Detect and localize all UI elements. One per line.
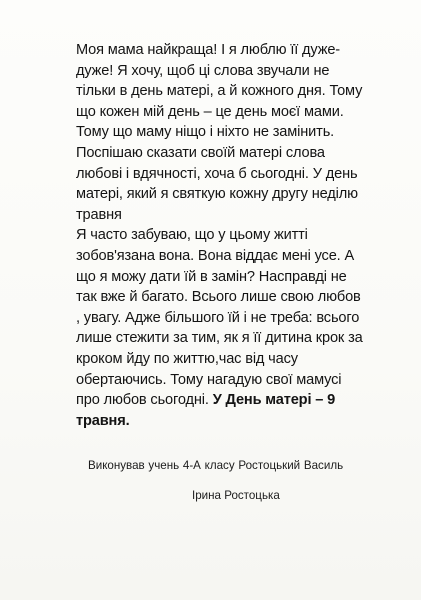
text-line: тільки в день матері, а й кожного дня. Тому xyxy=(76,83,363,100)
text-line-with-closing xyxy=(76,390,396,411)
text-line: так вже й багато. Всього лише свою любов xyxy=(76,289,361,306)
text-line: Моя мама найкраща! І я люблю її дуже- xyxy=(76,42,340,58)
text-line: дуже! Я хочу, щоб ці слова звучали не xyxy=(76,62,330,79)
text-line: матері, який я святкую кожну другу неділю xyxy=(76,186,358,203)
closing-bold-text: травня. xyxy=(76,412,130,429)
text-line: зобов'язана вона. Вона віддає мені усе. А xyxy=(76,247,355,264)
text-line: що я можу дати їй в замін? Насправді не xyxy=(76,268,347,285)
text-line: Поспішаю сказати своїй матері слова xyxy=(76,144,325,161)
text-line: лише стежити за тим, як я її дитина крок за xyxy=(76,330,363,347)
closing-line xyxy=(76,411,396,432)
document-body xyxy=(76,40,396,431)
text-line: обертаючись. Тому нагадую свої мамусі xyxy=(76,371,342,388)
text-line: любові і вдячності, хоча б сьогодні. У день xyxy=(76,165,358,182)
signature-author-line: Виконував учень 4-А класу Ростоцький Василь xyxy=(88,459,344,472)
closing-bold-text: У День матері – 9 xyxy=(212,392,336,409)
text-line: що кожен мій день – це день моєї мами. xyxy=(76,103,344,120)
text-line: травня xyxy=(76,206,122,223)
text-line: кроком йду по життю,час від часу xyxy=(76,350,298,367)
text-line: Я часто забуваю, що у цьому житті xyxy=(76,227,308,244)
text-line-fragment: про любов сьогодні. xyxy=(76,392,209,409)
text-line: Тому що маму ніщо і ніхто не замінить. xyxy=(76,124,335,141)
text-line: , увагу. Адже більшого їй і не треба: всього xyxy=(76,309,360,326)
signature-name-line: Ірина Ростоцька xyxy=(192,489,280,502)
